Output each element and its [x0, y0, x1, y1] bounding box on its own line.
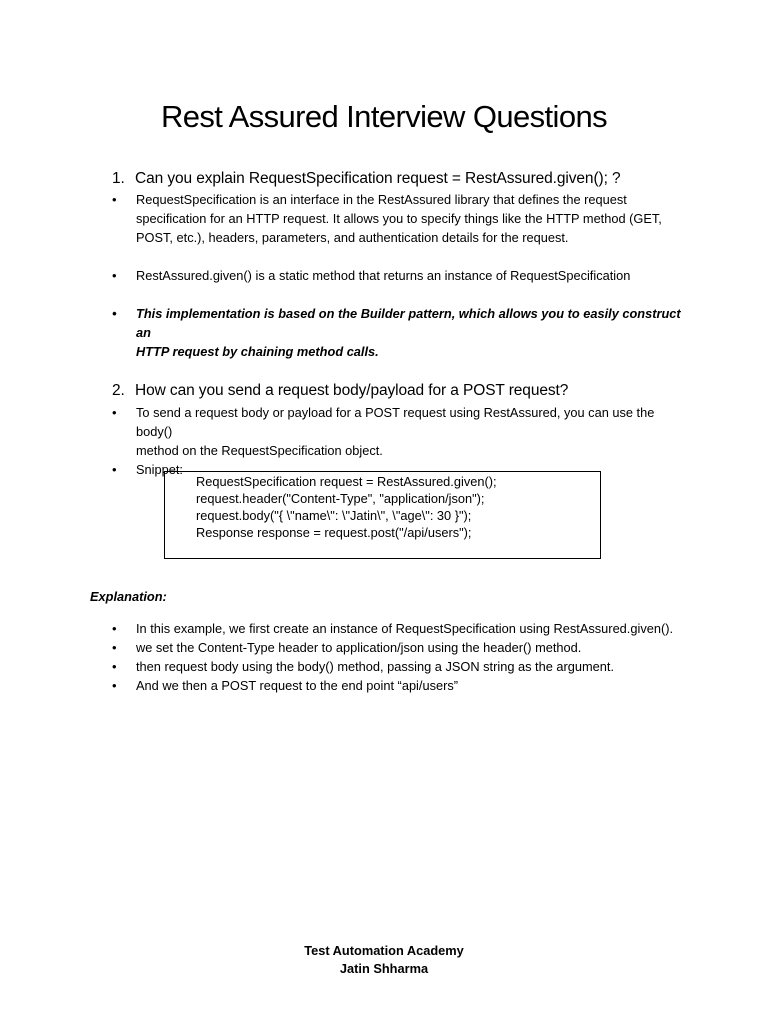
list-item — [112, 676, 682, 695]
question-1-number: 1. — [112, 170, 125, 187]
code-snippet-box — [164, 471, 601, 559]
footer-author: Jatin Shharma — [339, 961, 429, 976]
explanation-bullet-1: In this example, we first create an instance of RequestSpecification using RestAssured.given(). — [136, 621, 674, 636]
list-item — [112, 657, 682, 676]
bullet-icon: • — [112, 640, 117, 655]
code-line-3: request.body("{ \"name\": \"Jatin\", \"age\": 30 }"); — [196, 508, 472, 523]
q1-bullet-1-line-3: POST, etc.), headers, parameters, and authentication details for the request. — [136, 230, 569, 245]
q1-bullet-1-line-2: specification for an HTTP request. It allows you to specify things like the HTTP method (GET, — [136, 211, 662, 226]
q2-bullet-2: Snippet: — [136, 462, 183, 477]
q2-bullet-1-line-2: method on the RequestSpecification object. — [136, 443, 383, 458]
q2-bullet-1-line-1: To send a request body or payload for a POST request using RestAssured, you can use the body() — [136, 405, 655, 439]
list-item — [112, 619, 682, 638]
list-item — [112, 638, 682, 657]
bullet-icon: • — [112, 405, 117, 420]
question-1-text: Can you explain RequestSpecification request = RestAssured.given(); ? — [135, 170, 621, 187]
question-2-number: 2. — [112, 382, 125, 399]
code-line-4: Response response = request.post("/api/users"); — [196, 525, 472, 540]
question-1-heading — [112, 169, 621, 189]
page-title: Rest Assured Interview Questions — [160, 99, 607, 134]
question-2-heading — [112, 381, 568, 401]
question-1-bullets — [112, 190, 682, 361]
q1-bullet-2: RestAssured.given() is a static method that returns an instance of RequestSpecification — [136, 268, 631, 283]
q1-bullet-3-line-2: HTTP request by chaining method calls. — [136, 344, 379, 359]
bullet-icon: • — [112, 462, 117, 477]
code-line-1: RequestSpecification request = RestAssured.given(); — [196, 474, 497, 489]
bullet-icon: • — [112, 678, 117, 693]
explanation-bullet-4: And we then a POST request to the end point “api/users” — [136, 678, 459, 693]
footer-organization: Test Automation Academy — [304, 943, 464, 958]
bullet-icon: • — [112, 621, 117, 636]
q1-bullet-3-line-1: This implementation is based on the Builder pattern, which allows you to easily construct an — [136, 306, 681, 340]
bullet-icon: • — [112, 192, 117, 207]
question-2-bullets — [112, 403, 682, 479]
list-item — [112, 304, 682, 361]
bullet-icon: • — [112, 306, 117, 321]
question-2-text: How can you send a request body/payload for a POST request? — [135, 382, 569, 399]
explanation-bullet-3: then request body using the body() method, passing a JSON string as the argument. — [136, 659, 615, 674]
list-item — [112, 403, 682, 460]
bullet-icon: • — [112, 659, 117, 674]
explanation-label: Explanation: — [90, 589, 167, 604]
list-item — [112, 266, 682, 285]
bullet-icon: • — [112, 268, 117, 283]
code-line-2: request.header("Content-Type", "application/json"); — [196, 491, 485, 506]
q1-bullet-1-line-1: RequestSpecification is an interface in the RestAssured library that defines the request — [136, 192, 627, 207]
explanation-bullets — [112, 619, 682, 695]
explanation-bullet-2: we set the Content-Type header to application/json using the header() method. — [136, 640, 582, 655]
list-item — [112, 190, 682, 247]
